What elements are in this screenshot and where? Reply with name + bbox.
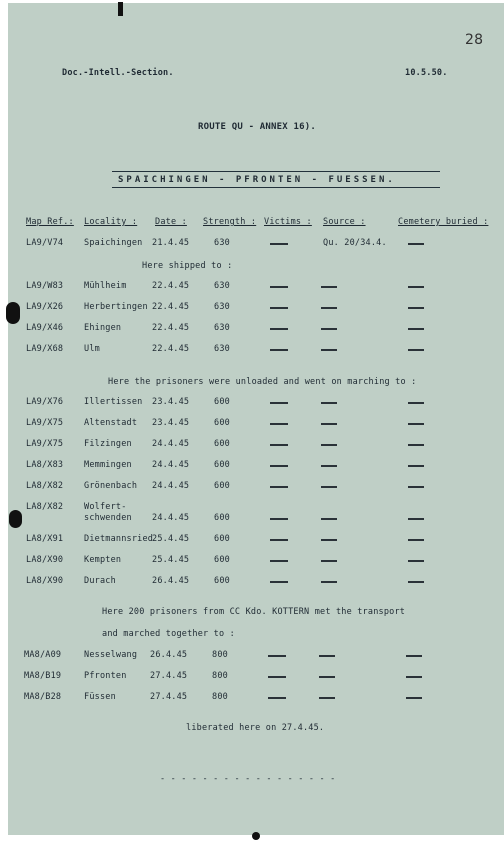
map-ref: LA9/X26 [26,302,64,312]
source-dash [321,423,337,425]
document-date: 10.5.50. [405,68,448,78]
date: 22.4.45 [152,323,190,333]
map-ref: LA9/W83 [26,281,64,291]
locality: Spaichingen [84,238,143,248]
date: 27.4.45 [150,692,188,702]
strength: 600 [214,439,230,449]
source-dash [321,307,337,309]
table-row [0,534,504,548]
date: 27.4.45 [150,671,188,681]
map-ref: MA8/B28 [24,692,62,702]
source-dash [321,286,337,288]
table-row [0,439,504,453]
date: 26.4.45 [150,650,188,660]
strength: 600 [214,534,230,544]
strength: 800 [212,650,228,660]
cemetery-dash [408,423,424,425]
table-row [0,555,504,569]
cemetery-dash [408,328,424,330]
closing-rule: - - - - - - - - - - - - - - - - - [160,774,336,784]
col-locality: Locality : [84,217,138,227]
cemetery-dash [406,655,422,657]
table-row [0,576,504,590]
map-ref: LA9/V74 [26,238,64,248]
map-ref: LA9/X75 [26,418,64,428]
source-dash [321,444,337,446]
date: 22.4.45 [152,344,190,354]
victims-dash [270,539,288,541]
table-row [0,481,504,495]
victims-dash [270,307,288,309]
locality: Altenstadt [84,418,138,428]
source: Qu. 20/34.4. [323,238,387,248]
victims-dash [270,328,288,330]
strength: 600 [214,513,230,523]
victims-dash [268,676,286,678]
strength: 630 [214,238,230,248]
table-row [0,281,504,295]
victims-dash [270,423,288,425]
cemetery-dash [408,518,424,520]
top-edge [0,0,504,3]
note-marched: and marched together to : [102,629,235,639]
strength: 600 [214,481,230,491]
table-row [0,460,504,474]
table-row [0,502,504,528]
locality: Filzingen [84,439,132,449]
source-dash [321,328,337,330]
cemetery-dash [408,581,424,583]
locality: Pfronten [84,671,127,681]
locality: Ulm [84,344,100,354]
note-unloaded: Here the prisoners were unloaded and went on marching to : [108,377,417,387]
map-ref: LA8/X90 [26,555,64,565]
strength: 600 [214,460,230,470]
map-ref: LA9/X68 [26,344,64,354]
table-row [0,671,504,685]
note-shipped: Here shipped to : [142,261,233,271]
page-number: 28 [465,32,484,48]
date: 25.4.45 [152,534,190,544]
cemetery-dash [408,402,424,404]
route-underline [112,187,440,188]
col-strength: Strength : [203,217,257,227]
source-dash [321,518,337,520]
date: 23.4.45 [152,418,190,428]
date: 24.4.45 [152,513,190,523]
section-label: Doc.-Intell.-Section. [62,68,174,78]
punch-mark-bottom [252,832,260,840]
source-dash [321,465,337,467]
table-row [0,397,504,411]
map-ref: LA9/X46 [26,323,64,333]
col-map-ref: Map Ref.: [26,217,74,227]
locality: Durach [84,576,116,586]
victims-dash [270,486,288,488]
map-ref: MA8/B19 [24,671,62,681]
note-kottern: Here 200 prisoners from CC Kdo. KOTTERN met the transport [102,607,406,617]
strength: 630 [214,344,230,354]
victims-dash [270,349,288,351]
source-dash [321,349,337,351]
victims-dash [270,518,288,520]
locality: Nesselwang [84,650,138,660]
victims-dash [268,697,286,699]
col-victims: Victims : [264,217,312,227]
route-overline [112,171,440,172]
strength: 600 [214,418,230,428]
strength: 600 [214,555,230,565]
source-dash [321,486,337,488]
date: 24.4.45 [152,439,190,449]
source-dash [321,560,337,562]
victims-dash [270,465,288,467]
map-ref: LA9/X75 [26,439,64,449]
victims-dash [270,581,288,583]
strength: 630 [214,281,230,291]
map-ref: LA8/X82 [26,481,64,491]
locality: Dietmannsried [84,534,154,544]
staple-mark [118,2,123,16]
source-dash [319,697,335,699]
table-row [0,418,504,432]
cemetery-dash [408,560,424,562]
date: 21.4.45 [152,238,190,248]
table-row [0,344,504,358]
source-dash [321,539,337,541]
cemetery-dash [408,486,424,488]
map-ref: LA8/X90 [26,576,64,586]
col-source: Source : [323,217,366,227]
cemetery-dash [408,465,424,467]
map-ref: LA8/X91 [26,534,64,544]
date: 24.4.45 [152,460,190,470]
strength: 600 [214,576,230,586]
source-dash [321,581,337,583]
cemetery-dash [406,697,422,699]
date: 22.4.45 [152,281,190,291]
map-ref: LA8/X82 [26,502,64,512]
source-dash [319,655,335,657]
col-cemetery: Cemetery buried : [398,217,489,227]
strength: 800 [212,671,228,681]
date: 24.4.45 [152,481,190,491]
locality-line-1: Wolfert- [84,502,127,512]
cemetery-dash [408,243,424,245]
date: 23.4.45 [152,397,190,407]
table-row [0,692,504,706]
map-ref: MA8/A09 [24,650,62,660]
strength: 800 [212,692,228,702]
date: 26.4.45 [152,576,190,586]
locality: Kempten [84,555,122,565]
locality: Memmingen [84,460,132,470]
victims-dash [270,402,288,404]
map-ref: LA8/X83 [26,460,64,470]
cemetery-dash [408,307,424,309]
table-row [0,302,504,316]
strength: 630 [214,323,230,333]
locality: Mühlheim [84,281,127,291]
locality: Grönenbach [84,481,138,491]
locality: Füssen [84,692,116,702]
victims-dash [270,444,288,446]
cemetery-dash [408,286,424,288]
col-date: Date : [155,217,187,227]
column-headers [0,217,504,231]
table-row [0,650,504,664]
cemetery-dash [408,444,424,446]
locality: Ehingen [84,323,122,333]
source-dash [319,676,335,678]
victims-dash [270,243,288,245]
map-ref: LA9/X76 [26,397,64,407]
table-row [0,238,504,252]
route-stations: SPAICHINGEN - PFRONTEN - FUESSEN. [118,175,396,185]
cemetery-dash [406,676,422,678]
locality: Illertissen [84,397,143,407]
note-liberated: liberated here on 27.4.45. [186,723,325,733]
locality: Herbertingen [84,302,148,312]
victims-dash [268,655,286,657]
route-title: ROUTE QU - ANNEX 16). [198,122,316,132]
date: 22.4.45 [152,302,190,312]
cemetery-dash [408,539,424,541]
locality-line-2: schwenden [84,513,132,523]
strength: 600 [214,397,230,407]
victims-dash [270,560,288,562]
date: 25.4.45 [152,555,190,565]
cemetery-dash [408,349,424,351]
strength: 630 [214,302,230,312]
source-dash [321,402,337,404]
table-row [0,323,504,337]
victims-dash [270,286,288,288]
